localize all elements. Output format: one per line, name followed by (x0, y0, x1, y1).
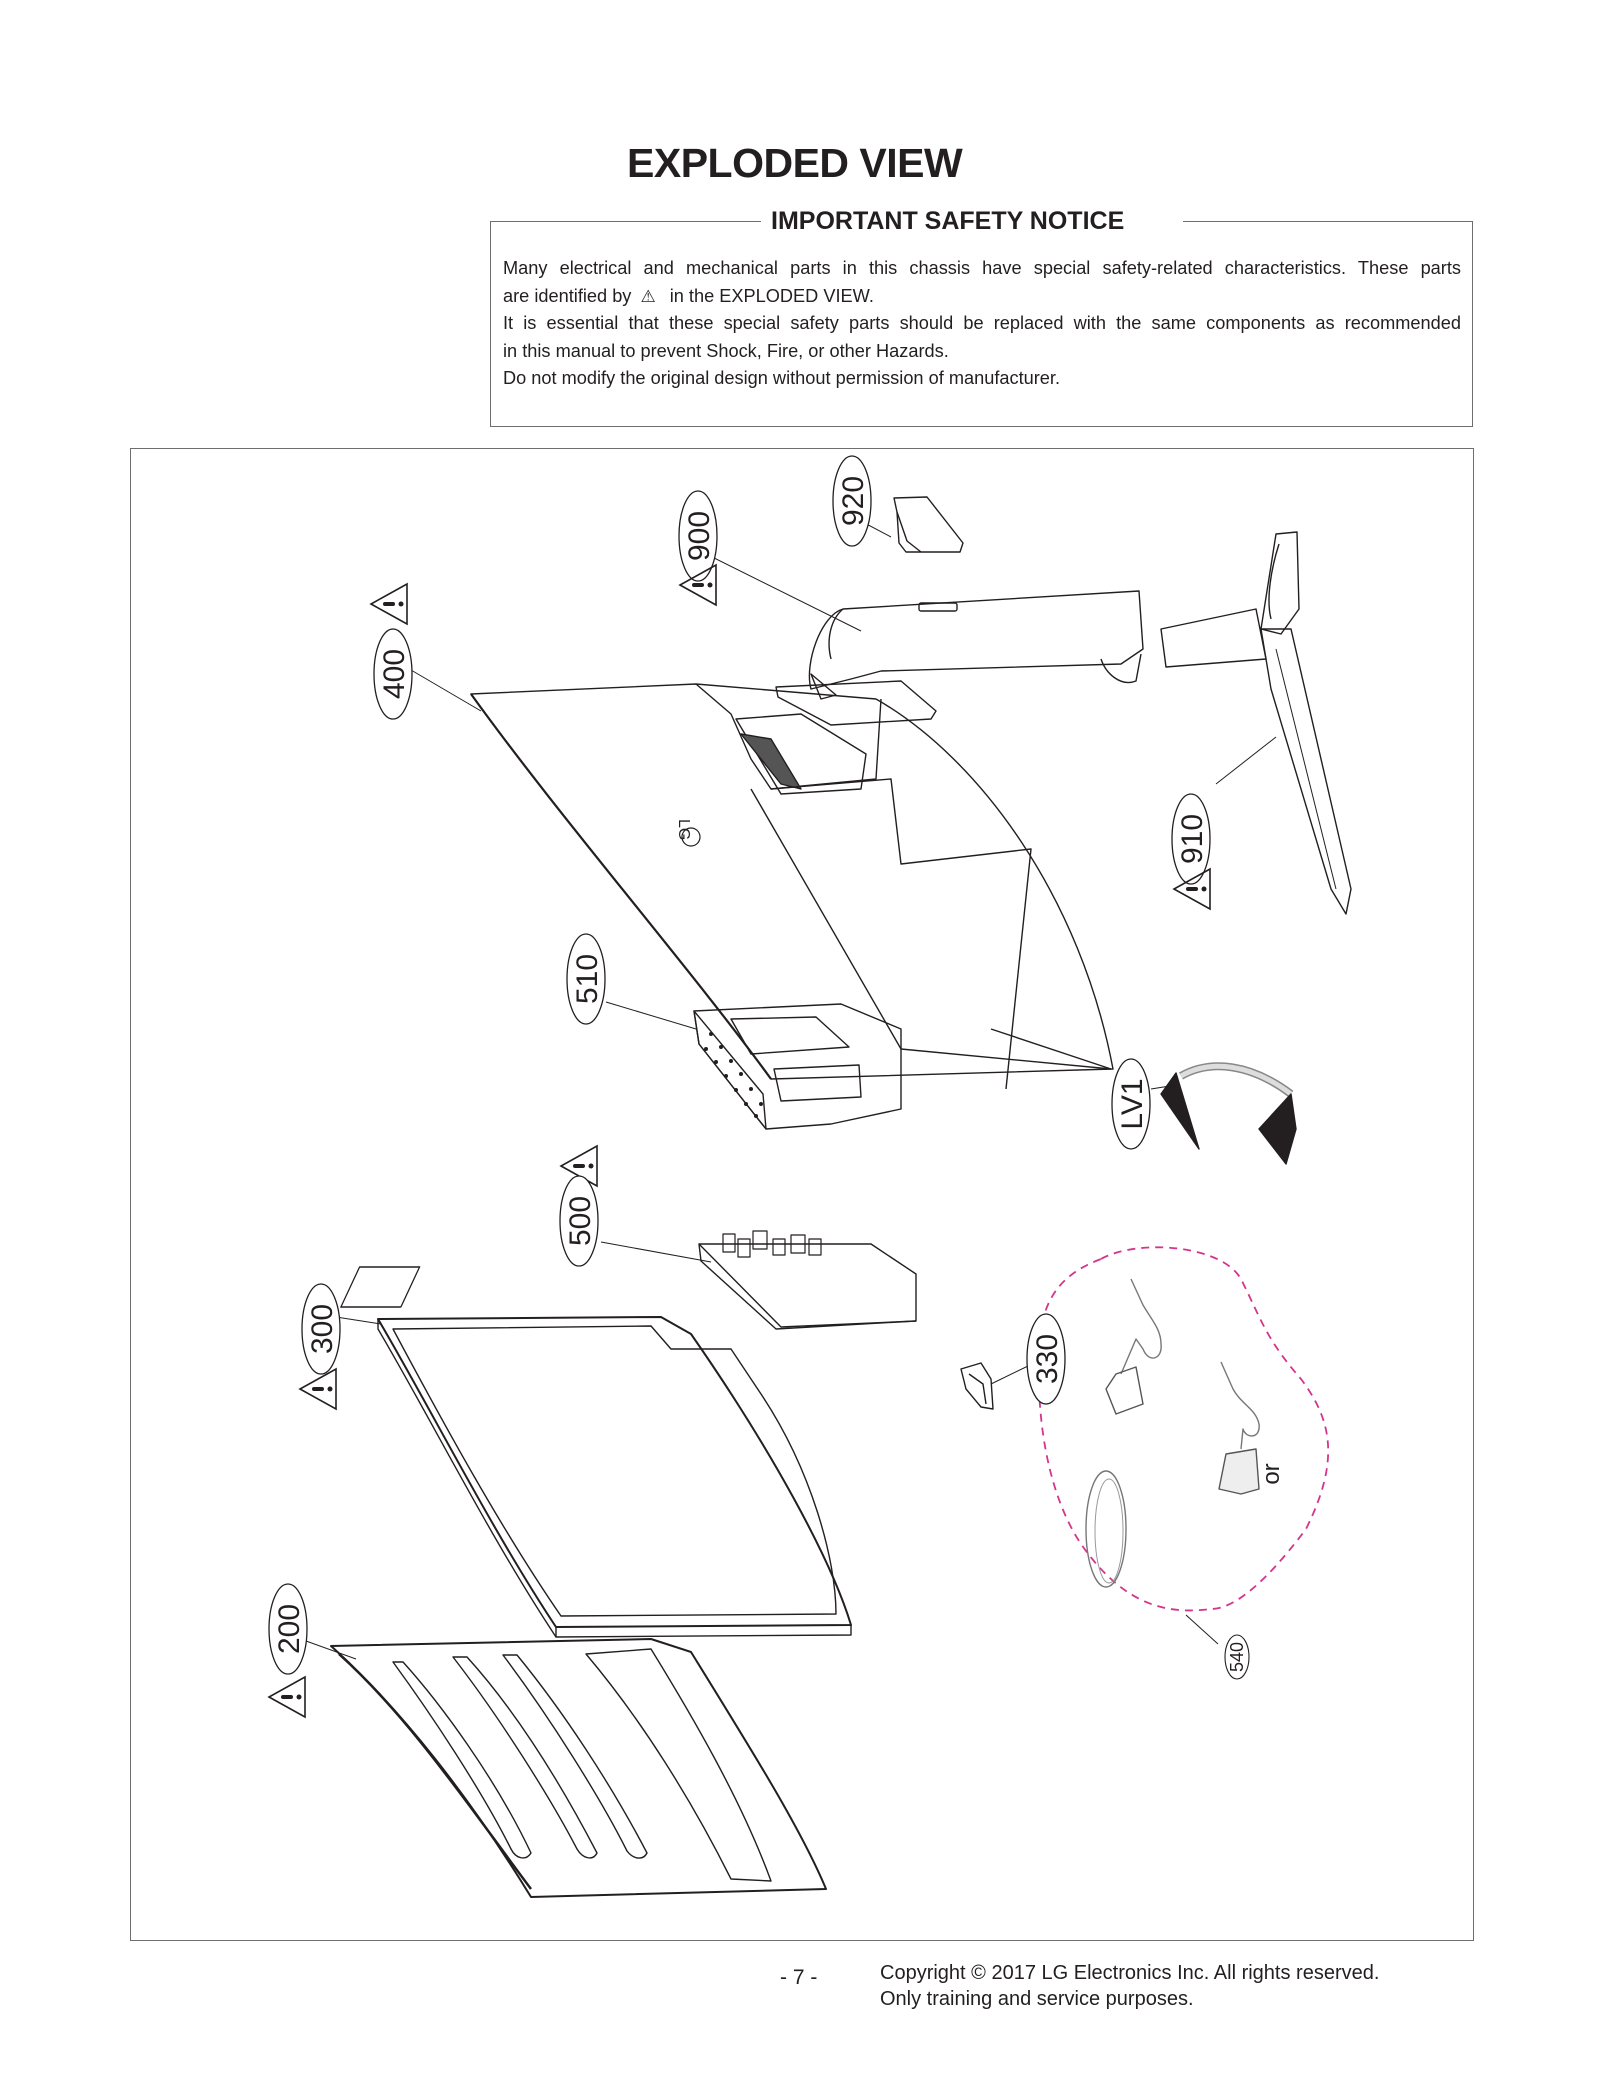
svg-text:540: 540 (1227, 1641, 1247, 1673)
part-510-shield-assembly (606, 1002, 901, 1129)
svg-text:300: 300 (306, 1303, 339, 1355)
svg-text:400: 400 (378, 648, 411, 700)
part-labels (269, 456, 1285, 1942)
label-or (1258, 1463, 1285, 1484)
notice-line-5: Do not modify the original design without permission of manufacturer. (503, 368, 1061, 388)
part-330-button-assembly (961, 1363, 1028, 1409)
usage-text: Only training and service purposes. (880, 1988, 1194, 2010)
diagram-canvas (131, 449, 1475, 1942)
svg-text:or: or (1258, 1463, 1285, 1485)
label-330 (1027, 1314, 1065, 1404)
exploded-view-diagram (130, 448, 1474, 1941)
safety-notice-box (490, 207, 1473, 427)
part-500-main-board (341, 1231, 916, 1329)
svg-text:200: 200 (273, 1603, 306, 1655)
part-900-stand-body (680, 541, 1143, 725)
notice-border-left (490, 221, 761, 222)
part-400-back-cover (411, 670, 1113, 1089)
notice-line-4: in this manual to prevent Shock, Fire, or other Hazards. (503, 340, 949, 361)
label-lv1 (1112, 1059, 1150, 1149)
svg-text:LG: LG (675, 819, 692, 841)
notice-line-1: Many electrical and mechanical parts in this chassis have special safety-related characteristics. These parts (503, 258, 1461, 278)
label-910 (1172, 794, 1210, 884)
part-lv1-cable (1151, 1066, 1296, 1164)
warning-triangle-icon: ⚠ (640, 286, 656, 306)
page-number: - 7 - (780, 1966, 818, 1989)
label-540 (1225, 1635, 1249, 1679)
page-title: EXPLODED VIEW (627, 140, 963, 186)
label-510 (567, 934, 605, 1024)
safety-notice-heading: IMPORTANT SAFETY NOTICE (771, 207, 1125, 235)
notice-border-right (1183, 221, 1473, 222)
svg-text:LV1: LV1 (1116, 1078, 1149, 1130)
svg-text:330: 330 (1031, 1333, 1064, 1385)
copyright-text: Copyright © 2017 LG Electronics Inc. All rights reserved. (880, 1962, 1380, 1984)
svg-text:900: 900 (683, 510, 716, 562)
part-200-lcd-panel (131, 1639, 826, 1897)
label-500 (560, 1176, 598, 1266)
label-400 (374, 629, 412, 719)
svg-text:500: 500 (564, 1195, 597, 1247)
footer-copyright (880, 1960, 1379, 2012)
part-540-adapter-group (1039, 1247, 1329, 1644)
warning-marks (281, 583, 1207, 1700)
part-300-frame (336, 1317, 851, 1637)
notice-line-2 (503, 283, 1461, 311)
notice-line-3: It is essential that these special safety parts should be replaced with the same components as recommended (503, 313, 1461, 333)
notice-line-2-before: are identified by (503, 285, 632, 306)
safety-notice-body (503, 255, 1461, 393)
svg-text:920: 920 (837, 475, 870, 527)
label-920 (833, 456, 871, 546)
svg-text:910: 910 (1176, 813, 1209, 865)
svg-text:510: 510 (571, 953, 604, 1005)
label-300 (302, 1284, 340, 1374)
notice-line-2-after: in the EXPLODED VIEW. (669, 285, 874, 306)
label-200 (269, 1584, 307, 1674)
